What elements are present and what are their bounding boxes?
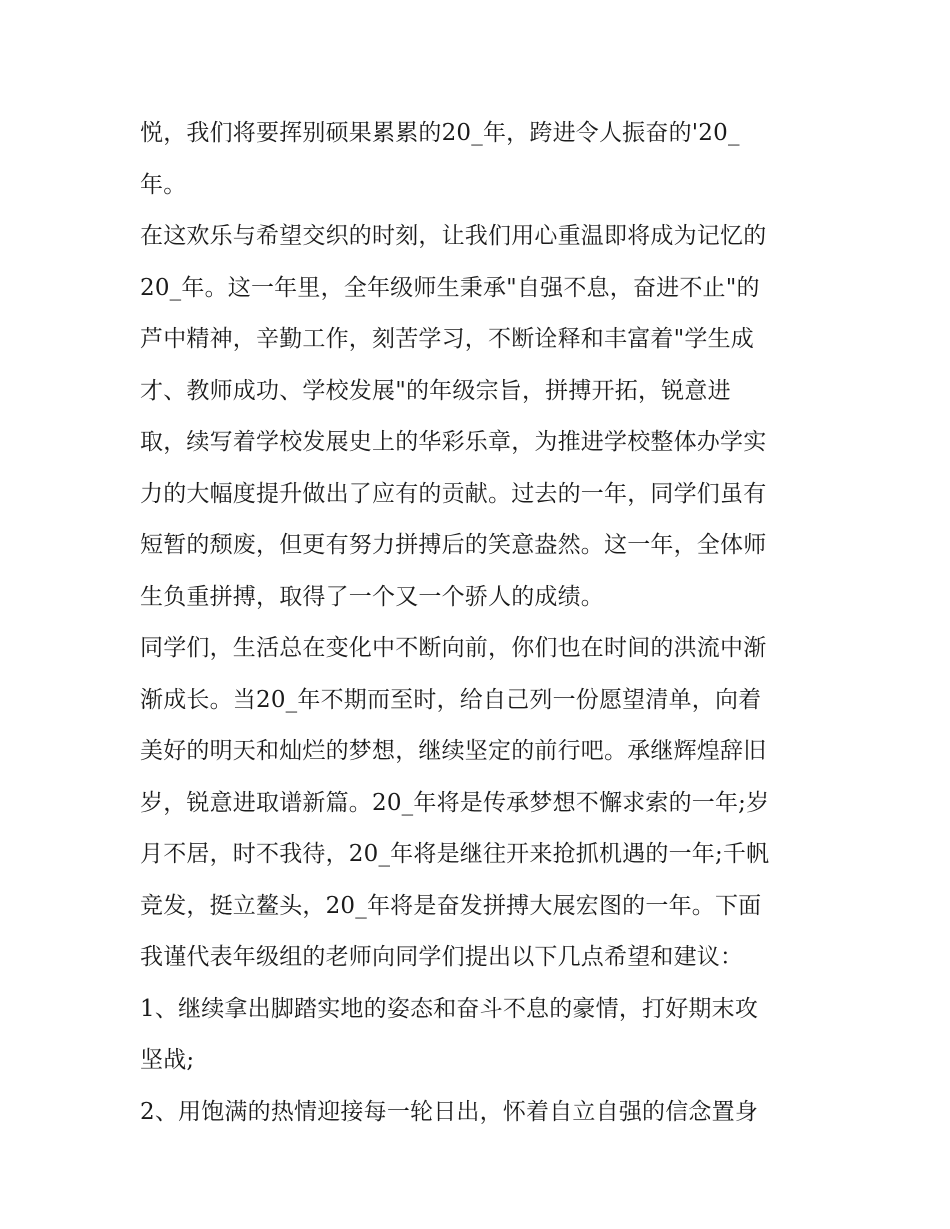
text-line: 2、用饱满的热情迎接每一轮日出，怀着自立自强的信念置身 (140, 1098, 759, 1125)
text-line: 年。 (140, 171, 187, 198)
document-body-text (140, 108, 820, 1138)
text-line: 竞发，挺立鳌头，20_年将是奋发拼搏大展宏图的一年。下面 (140, 892, 762, 919)
text-line: 月不居，时不我待，20_年将是继往开来抢抓机遇的一年;千帆 (140, 841, 770, 867)
text-line: 1、继续拿出脚踏实地的姿态和奋斗不息的豪情，打好期末攻 (140, 995, 759, 1022)
text-line: 同学们，生活总在变化中不断向前，你们也在时间的洪流中渐 (140, 635, 767, 661)
text-line: 在这欢乐与希望交织的时刻，让我们用心重温即将成为记忆的 (140, 223, 767, 249)
text-line: 美好的明天和灿烂的梦想，继续坚定的前行吧。承继辉煌辞旧 (140, 738, 767, 764)
text-line: 20_年。这一年里，全年级师生秉承"自强不息，奋进不止"的 (140, 274, 760, 301)
text-line: 坚战; (140, 1047, 195, 1073)
text-line: 力的大幅度提升做出了应有的贡献。过去的一年，同学们虽有 (140, 480, 767, 507)
text-line: 悦，我们将要挥别硕果累累的20_年，跨进令人振奋的'20_ (140, 120, 740, 146)
text-line: 渐成长。当20_年不期而至时，给自己列一份愿望清单，向着 (140, 686, 762, 713)
text-line: 短暂的颓废，但更有努力拼搏后的笑意盎然。这一年，全体师 (140, 532, 767, 558)
text-line: 我谨代表年级组的老师向同学们提出以下几点希望和建议： (140, 944, 744, 970)
text-line: 才、教师成功、学校发展"的年级宗旨，拼搏开拓，锐意进 (140, 377, 731, 404)
text-line: 岁，锐意进取谱新篇。20_年将是传承梦想不懈求索的一年;岁 (140, 789, 770, 816)
text-line: 取，续写着学校发展史上的华彩乐章，为推进学校整体办学实 (140, 429, 767, 455)
text-line: 生负重拼搏，取得了一个又一个骄人的成绩。 (140, 583, 604, 610)
text-line: 芦中精神，辛勤工作，刻苦学习，不断诠释和丰富着"学生成 (140, 326, 754, 352)
